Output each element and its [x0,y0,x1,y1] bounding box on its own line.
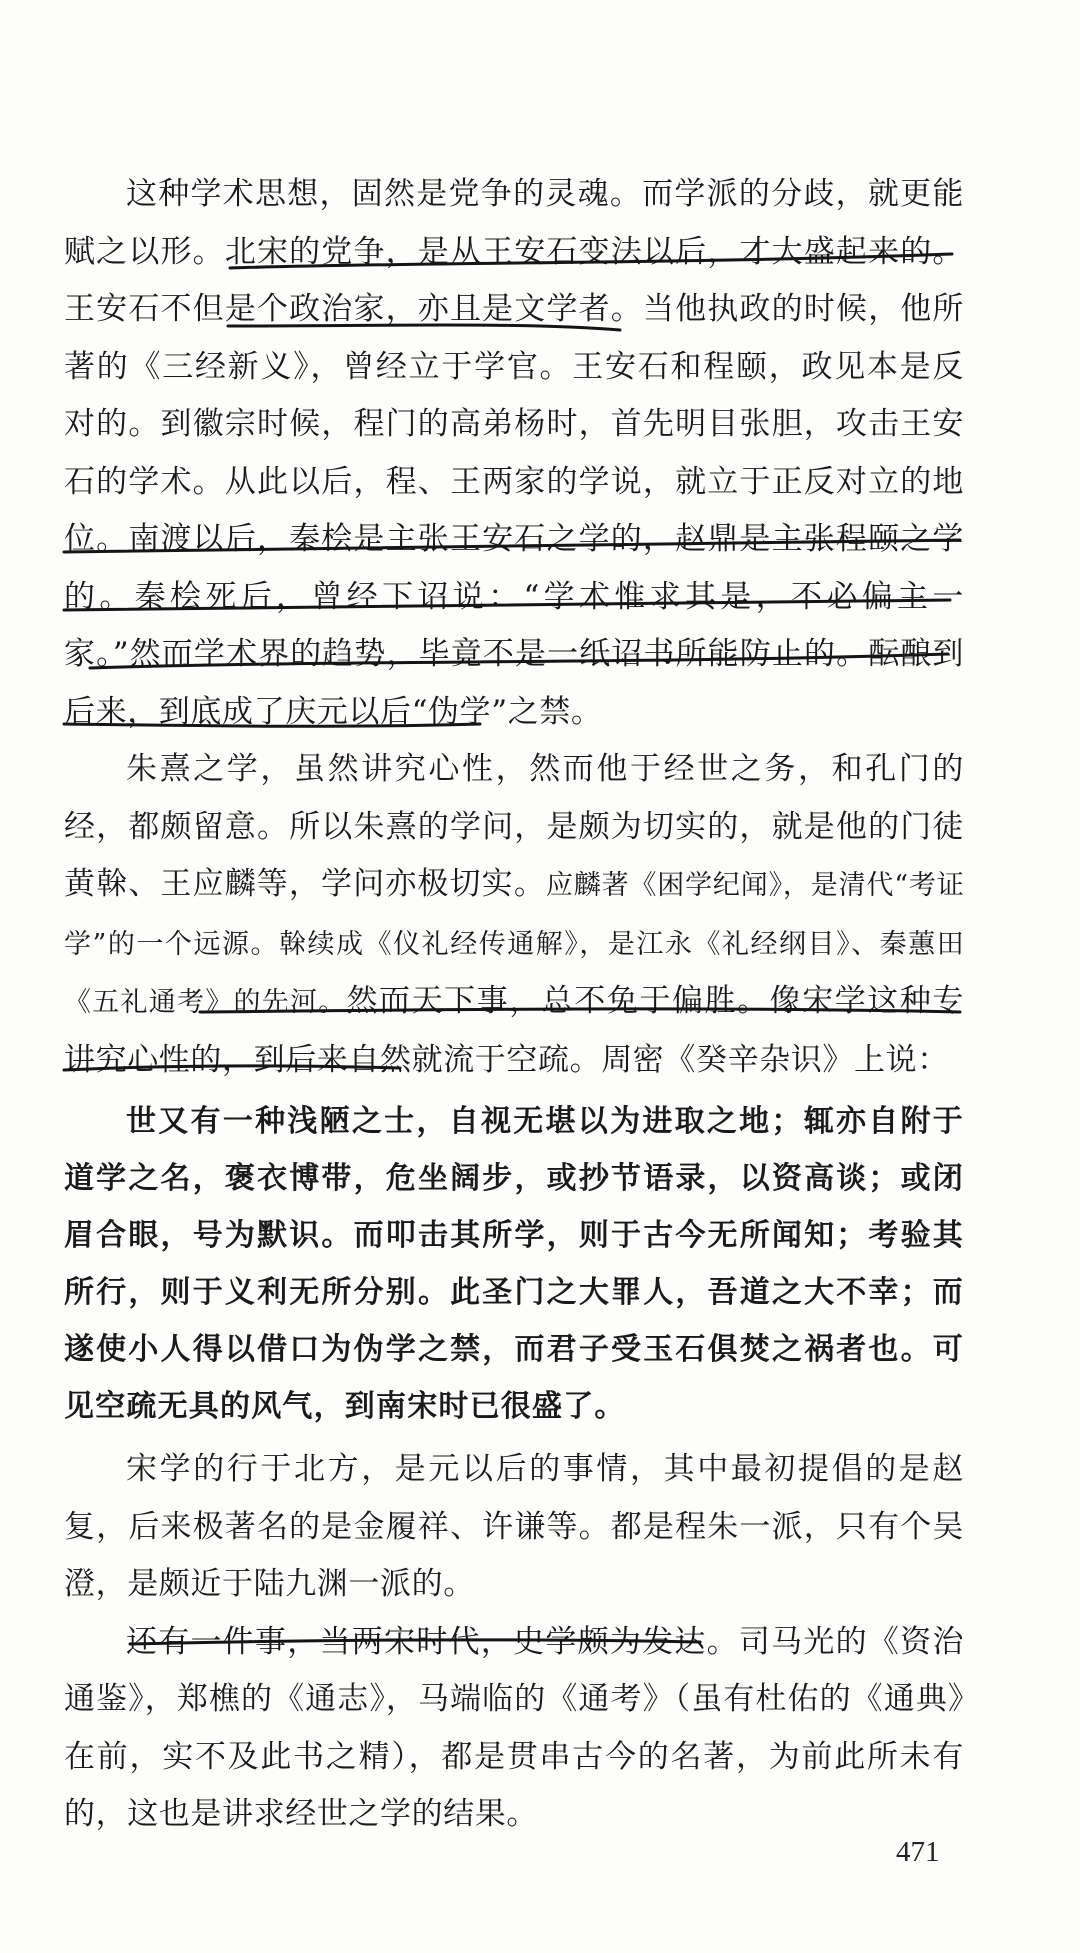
paragraph-2-tail: 然而天下事，总不免于偏胜。像宋学这种专讲究心性的，到后来自然就流于空疏。周密《癸辛杂识》上说： [64,983,964,1078]
quotation-block [64,1093,964,1435]
body-text [64,166,964,1844]
paragraph-3: 宋学的行于北方，是元以后的事情，其中最初提倡的是赵复，后来极著名的是金履祥、许谦等。都是程朱一派，只有个吴澄，是颇近于陆九渊一派的。 [64,1451,964,1602]
paragraph-2-small: 应麟著《困学纪闻》，是清代“考证学”的一个远源。榦续成《仪礼经传通解》，是江永《礼经纲目》、秦蕙田《五礼通考》的先河。 [64,870,965,1018]
paragraph-2-main: 朱熹之学，虽然讲究心性，然而他于经世之务，和孔门的经，都颇留意。所以朱熹的学问，是颇为切实的，就是他的门徒黄榦、王应麟等，学问亦极切实。 [64,751,964,902]
page-number: 471 [896,1836,940,1868]
paragraph-4: 还有一件事，当两宋时代，史学颇为发达。司马光的《资治通鉴》，郑樵的《通志》，马端临的《通考》（虽有杜佑的《通典》在前，实不及此书之精），都是贯串古今的名著，为前此所未有的，这也是讲求经世之学的结果。 [64,1623,964,1832]
quotation-followup: 可见空疏无具的风气，到南宋时已很盛了。 [64,1332,964,1424]
paragraph-2 [64,741,964,1089]
paragraph-1: 这种学术思想，固然是党争的灵魂。而学派的分歧，就更能赋之以形。北宋的党争，是从王安石变法以后，才大盛起来的。王安石不但是个政治家，亦且是文学者。当他执政的时候，他所著的《三经新义》，曾经立于学官。王安石和程颐，政见本是反对的。到徽宗时候，程门的高弟杨时，首先明目张胆，攻击王安石的学术。从此以后，程、王两家的学说，就立于正反对立的地位。南渡以后，秦桧是主张王安石之学的，赵鼎是主张程颐之学的。秦桧死后，曾经下诏说：“学术惟求其是，不必偏主一家。”然而学术界的趋势，毕竟不是一纸诏书所能防止的。酝酿到后来，到底成了庆元以后“伪学”之禁。 [64,176,964,730]
quotation-text: 世又有一种浅陋之士，自视无堪以为进取之地；辄亦自附于道学之名，褒衣博带，危坐阔步，或抄节语录，以资高谈；或闭眉合眼，号为默识。而叩击其所学，则于古今无所闻知；考验其所行，则于义利无所分别。此圣门之大罪人，吾道之大不幸；而遂使小人得以借口为伪学之禁，而君子受玉石俱焚之祸者也。 [64,1104,964,1367]
